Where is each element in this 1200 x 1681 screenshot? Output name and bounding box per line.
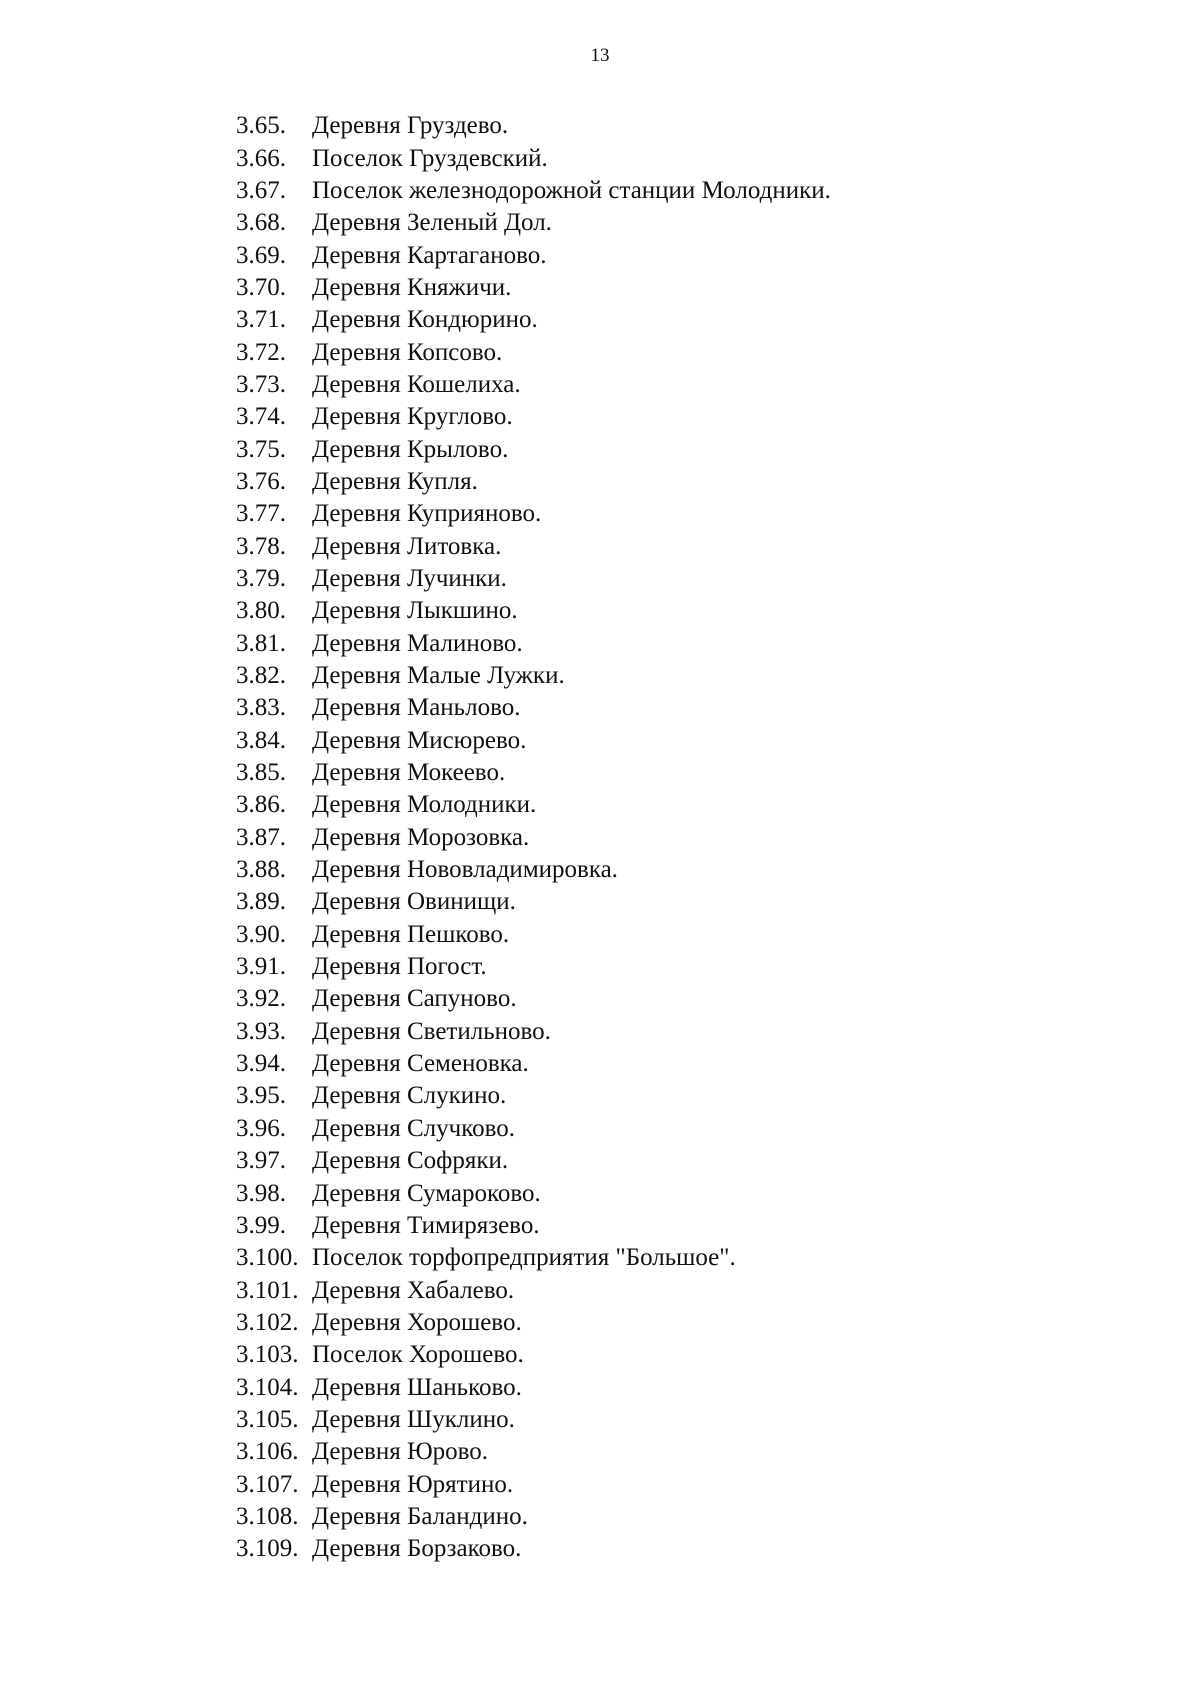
item-number: 3.68.	[236, 209, 286, 237]
item-number: 3.74.	[236, 403, 286, 431]
item-text: Деревня Копсово.	[312, 338, 503, 366]
list-item	[236, 272, 831, 304]
list-item	[236, 660, 831, 692]
item-text: Деревня Семеновка.	[312, 1050, 529, 1078]
item-text: Деревня Купля.	[312, 467, 478, 495]
item-text: Деревня Погост.	[312, 953, 487, 981]
item-number: 3.73.	[236, 370, 286, 398]
list-item	[236, 983, 831, 1015]
item-text: Деревня Маньлово.	[312, 694, 521, 722]
list-item	[236, 175, 831, 207]
item-number: 3.72.	[236, 338, 286, 366]
item-text: Деревня Шуклино.	[312, 1405, 515, 1433]
list-item	[236, 1307, 831, 1339]
item-number: 3.104.	[236, 1373, 299, 1401]
item-number: 3.81.	[236, 629, 286, 657]
page-number: 13	[590, 45, 610, 66]
list-item	[236, 239, 831, 271]
list-item	[236, 854, 831, 886]
item-text: Деревня Кошелиха.	[312, 370, 521, 398]
item-text: Деревня Круглово.	[312, 403, 513, 431]
item-number: 3.93.	[236, 1017, 286, 1045]
list-item	[236, 466, 831, 498]
item-number: 3.83.	[236, 694, 286, 722]
item-number: 3.75.	[236, 435, 286, 463]
list-item	[236, 1080, 831, 1112]
item-number: 3.67.	[236, 176, 286, 204]
item-number: 3.71.	[236, 306, 286, 334]
list-item	[236, 822, 831, 854]
list-item	[236, 1468, 831, 1500]
list-item	[236, 789, 831, 821]
item-text: Деревня Пешково.	[312, 920, 510, 948]
list-item	[236, 1016, 831, 1048]
item-text: Деревня Морозовка.	[312, 823, 530, 851]
item-number: 3.96.	[236, 1114, 286, 1142]
item-text: Деревня Малые Лужки.	[312, 662, 565, 690]
item-text: Деревня Малиново.	[312, 629, 523, 657]
list-item	[236, 1113, 831, 1145]
item-number: 3.99.	[236, 1211, 286, 1239]
item-text: Деревня Слукино.	[312, 1082, 507, 1110]
list-item	[236, 1339, 831, 1371]
item-number: 3.98.	[236, 1179, 286, 1207]
list-item	[236, 1177, 831, 1209]
item-number: 3.66.	[236, 144, 286, 172]
item-number: 3.108.	[236, 1502, 299, 1530]
item-text: Деревня Нововладимировка.	[312, 856, 618, 884]
item-text: Поселок Груздевский.	[312, 144, 548, 172]
list-item	[236, 628, 831, 660]
item-number: 3.80.	[236, 597, 286, 625]
item-number: 3.102.	[236, 1308, 299, 1336]
list-item	[236, 336, 831, 368]
item-number: 3.69.	[236, 241, 286, 269]
settlement-list	[236, 110, 831, 1565]
list-item	[236, 1274, 831, 1306]
item-text: Деревня Лыкшино.	[312, 597, 518, 625]
item-text: Деревня Груздево.	[312, 112, 509, 140]
item-number: 3.94.	[236, 1050, 286, 1078]
item-number: 3.77.	[236, 500, 286, 528]
list-item	[236, 433, 831, 465]
item-number: 3.78.	[236, 532, 286, 560]
item-text: Деревня Куприяново.	[312, 500, 542, 528]
item-number: 3.79.	[236, 564, 286, 592]
list-item	[236, 563, 831, 595]
item-text: Деревня Борзаково.	[312, 1535, 522, 1563]
item-number: 3.91.	[236, 953, 286, 981]
item-text: Деревня Зеленый Дол.	[312, 209, 552, 237]
item-number: 3.86.	[236, 791, 286, 819]
item-text: Деревня Овинищи.	[312, 888, 516, 916]
item-text: Деревня Лучинки.	[312, 564, 507, 592]
list-item	[236, 530, 831, 562]
list-item	[236, 1501, 831, 1533]
item-text: Деревня Случково.	[312, 1114, 515, 1142]
item-number: 3.90.	[236, 920, 286, 948]
item-text: Деревня Мисюрево.	[312, 726, 527, 754]
list-item	[236, 919, 831, 951]
item-number: 3.97.	[236, 1147, 286, 1175]
item-text: Поселок торфопредприятия "Большое".	[312, 1244, 736, 1272]
list-item	[236, 207, 831, 239]
list-item	[236, 1371, 831, 1403]
item-text: Деревня Софряки.	[312, 1147, 509, 1175]
item-number: 3.103.	[236, 1341, 299, 1369]
item-text: Деревня Сумароково.	[312, 1179, 541, 1207]
list-item	[236, 110, 831, 142]
list-item	[236, 725, 831, 757]
list-item	[236, 1048, 831, 1080]
list-item	[236, 304, 831, 336]
item-text: Деревня Хорошево.	[312, 1308, 522, 1336]
item-number: 3.106.	[236, 1438, 299, 1466]
item-number: 3.100.	[236, 1244, 299, 1272]
list-item	[236, 142, 831, 174]
list-item	[236, 1242, 831, 1274]
list-item	[236, 595, 831, 627]
item-number: 3.84.	[236, 726, 286, 754]
item-text: Деревня Шаньково.	[312, 1373, 522, 1401]
item-text: Деревня Хабалево.	[312, 1276, 515, 1304]
item-number: 3.107.	[236, 1470, 299, 1498]
item-number: 3.88.	[236, 856, 286, 884]
item-number: 3.82.	[236, 662, 286, 690]
item-number: 3.76.	[236, 467, 286, 495]
list-item	[236, 1210, 831, 1242]
item-text: Деревня Юрятино.	[312, 1470, 514, 1498]
item-number: 3.65.	[236, 112, 286, 140]
item-text: Деревня Юрово.	[312, 1438, 489, 1466]
list-item	[236, 498, 831, 530]
list-item	[236, 1436, 831, 1468]
item-text: Поселок Хорошево.	[312, 1341, 524, 1369]
item-text: Деревня Молодники.	[312, 791, 537, 819]
list-item	[236, 1145, 831, 1177]
list-item	[236, 886, 831, 918]
list-item	[236, 692, 831, 724]
item-text: Деревня Литовка.	[312, 532, 502, 560]
item-text: Деревня Крылово.	[312, 435, 509, 463]
item-number: 3.70.	[236, 273, 286, 301]
item-text: Деревня Тимирязево.	[312, 1211, 540, 1239]
item-text: Деревня Княжичи.	[312, 273, 512, 301]
item-text: Деревня Баландино.	[312, 1502, 528, 1530]
item-text: Поселок железнодорожной станции Молодники.	[312, 176, 831, 204]
list-item	[236, 757, 831, 789]
list-item	[236, 401, 831, 433]
item-text: Деревня Мокеево.	[312, 759, 506, 787]
item-number: 3.105.	[236, 1405, 299, 1433]
item-number: 3.87.	[236, 823, 286, 851]
item-number: 3.109.	[236, 1535, 299, 1563]
item-number: 3.92.	[236, 985, 286, 1013]
item-text: Деревня Светильново.	[312, 1017, 551, 1045]
item-number: 3.85.	[236, 759, 286, 787]
list-item	[236, 1404, 831, 1436]
item-text: Деревня Картаганово.	[312, 241, 547, 269]
list-item	[236, 369, 831, 401]
item-text: Деревня Сапуново.	[312, 985, 517, 1013]
item-number: 3.89.	[236, 888, 286, 916]
item-text: Деревня Кондюрино.	[312, 306, 538, 334]
item-number: 3.101.	[236, 1276, 299, 1304]
list-item	[236, 951, 831, 983]
list-item	[236, 1533, 831, 1565]
item-number: 3.95.	[236, 1082, 286, 1110]
